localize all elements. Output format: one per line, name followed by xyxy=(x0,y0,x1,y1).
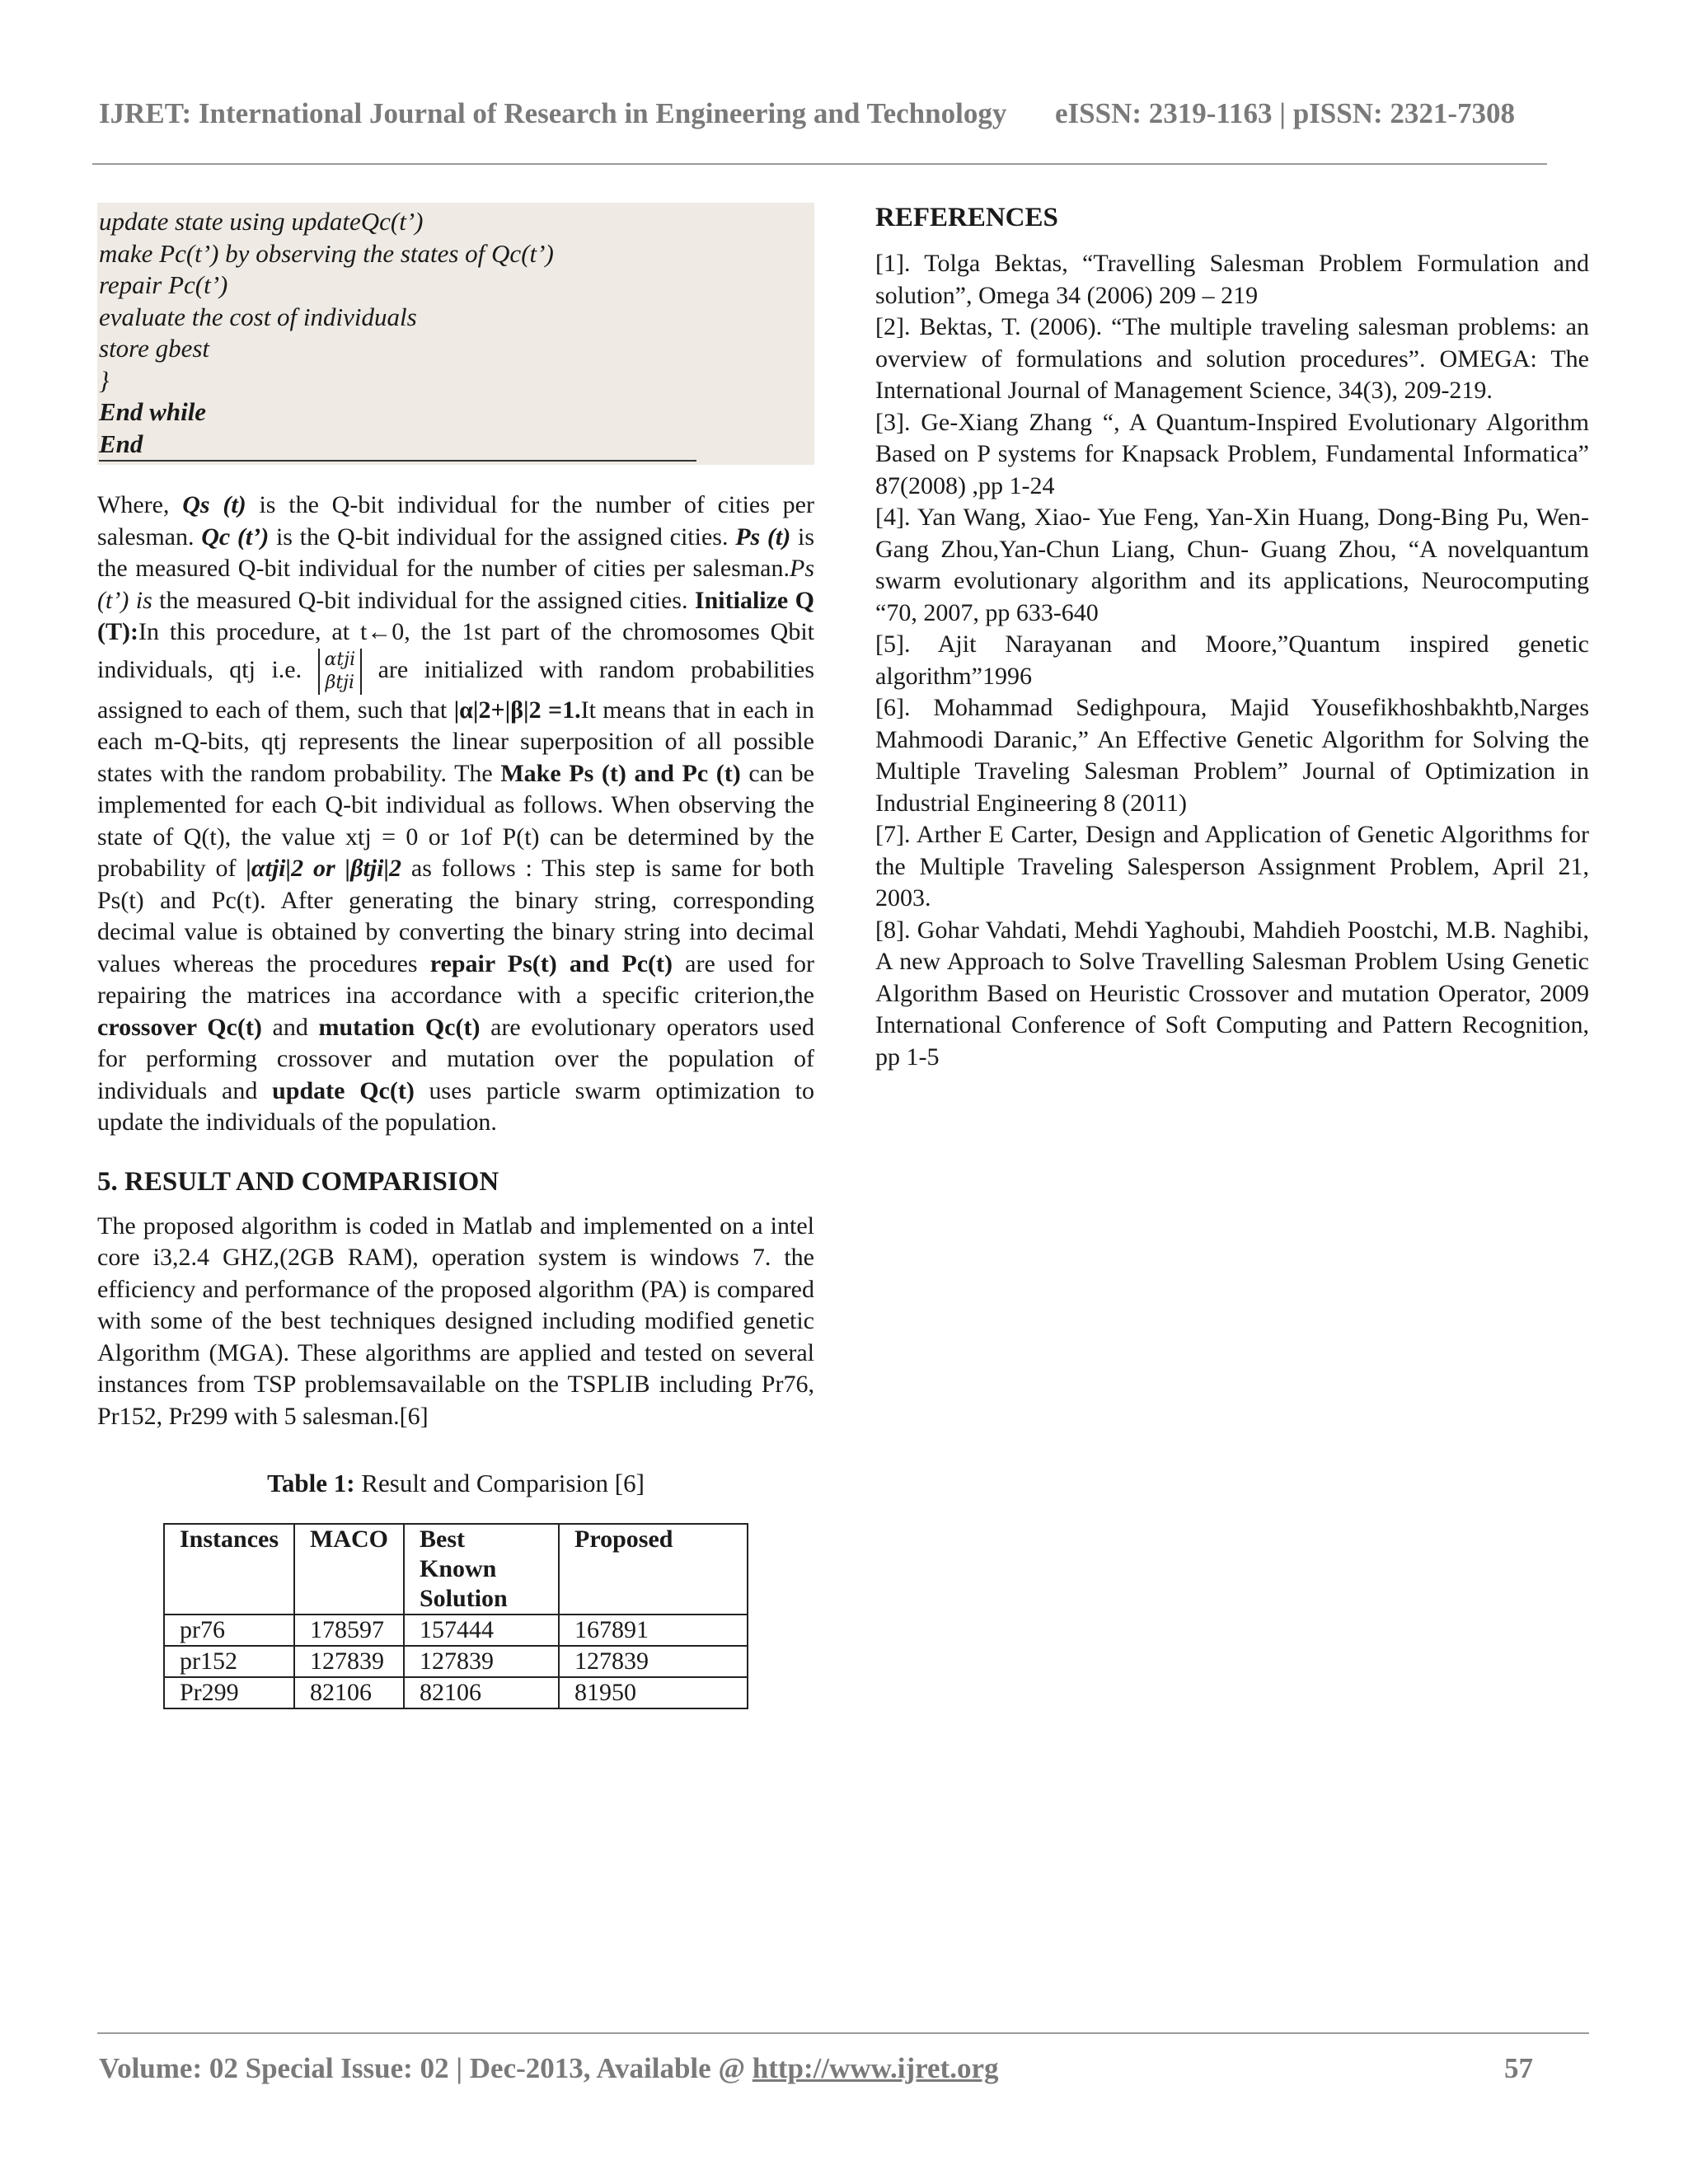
section-heading: 5. RESULT AND COMPARISION xyxy=(97,1166,499,1197)
symbol-ps: Ps (t) xyxy=(735,523,791,551)
footer-rule xyxy=(97,2032,1589,2034)
reference-item: [3]. Ge-Xiang Zhang “, A Quantum-Inspired Evolutionary Algorithm Based on P systems for Knapsack Problem, Fundamental Informatica” 87(2008) ,pp 1-24 xyxy=(875,408,1589,499)
reference-item: [4]. Yan Wang, Xiao- Yue Feng, Yan-Xin Huang, Dong-Bing Pu, Wen-Gang Zhou,Yan-Chun Liang, Chun- Guang Zhou, “A novelquantum swarm evolutionary algorithm and its applications, Neurocomputing “70, 2007, pp 633-640 xyxy=(875,504,1589,626)
references-list xyxy=(875,248,1589,1073)
make-label: Make Ps (t) and Pc (t) xyxy=(500,759,741,787)
algo-end-while: End while xyxy=(99,397,207,426)
table-cell: 82106 xyxy=(294,1677,404,1708)
symbol-ps-prime: Ps (t’) is xyxy=(97,555,814,614)
table-cell: pr152 xyxy=(164,1646,294,1677)
reference-item: [8]. Gohar Vahdati, Mehdi Yaghoubi, Mahdieh Poostchi, M.B. Naghibi, A new Approach to Solve Travelling Salesman Problem Using Genetic Algorithm Based on Heuristic Crossover and mutation Operator, 2009 International Conference of Soft Computing and Pattern Recognition, pp 1-5 xyxy=(875,916,1589,1071)
text-run: is the Q-bit individual for the number of cities per salesman. xyxy=(97,491,814,551)
probability-formula: |αtji|2 or |βtji|2 xyxy=(246,855,402,882)
algo-line: store gbest xyxy=(99,334,210,363)
table-cell: 127839 xyxy=(294,1646,404,1677)
column-header: Proposed xyxy=(559,1524,748,1615)
algo-end: End xyxy=(99,429,696,462)
crossover-label: crossover Qc(t) xyxy=(97,1013,262,1041)
reference-item: [6]. Mohammad Sedighpoura, Majid Yousefikhoshbakhtb,Narges Mahmoodi Daranic,” An Effective Genetic Algorithm for Solving the Multiple Traveling Salesman Problem” Journal of Optimization in Industrial Engineering 8 (2011) xyxy=(875,694,1589,817)
table-cell: 127839 xyxy=(559,1646,748,1677)
algo-line: repair Pc(t’) xyxy=(99,270,228,299)
page-number: 57 xyxy=(1504,2052,1533,2084)
result-paragraph: The proposed algorithm is coded in Matlab and implemented on a intel core i3,2.4 GHZ,(2GB RAM), operation system is windows 7. the efficiency and performance of the proposed algorithm (PA) is compared with some of the best techniques designed including modified genetic Algorithm (MGA). These algorithms are applied and tested on several instances from TSP problemsavailable on the TSPLIB including Pr76, Pr152, Pr299 with 5 salesman.[6] xyxy=(97,1212,814,1430)
reference-item: [7]. Arther E Carter, Design and Application of Genetic Algorithms for the Multiple Traveling Salesperson Assignment Problem, April 21, 2003. xyxy=(875,821,1589,912)
update-label: update Qc(t) xyxy=(272,1076,415,1104)
column-header: Best Known Solution xyxy=(404,1524,559,1615)
text-run: as follows : This step is same for both Ps(t) and Pc(t). After generating the binary string, corresponding decimal value is obtained by converting the binary string into decimal values whereas the procedures xyxy=(97,855,814,977)
table-row xyxy=(164,1615,748,1646)
algo-line: update state using updateQc(t’) xyxy=(99,207,424,236)
journal-name: IJRET: International Journal of Research in Engineering and Technology xyxy=(99,97,1007,129)
matrix-top: αtji xyxy=(324,649,356,670)
text-run: the measured Q-bit individual for the assigned cities. xyxy=(152,586,695,614)
algo-line: evaluate the cost of individuals xyxy=(99,302,417,331)
text-run: are evolutionary operators used for performing crossover and mutation over the population of individuals and xyxy=(97,1013,814,1104)
text-run: can be implemented for each Q-bit individual as follows. When observing the state of Q(t), the value xtj = 0 or 1of P(t) can be determined by the probability of xyxy=(97,759,814,882)
symbol-qc: Qc (t’) xyxy=(201,523,270,551)
qbit-matrix xyxy=(318,649,363,695)
table-caption xyxy=(97,1469,814,1498)
text-run: uses particle swarm optimization to update the individuals of the population. xyxy=(97,1076,815,1136)
algo-line: } xyxy=(99,365,110,395)
repair-label: repair Ps(t) and Pc(t) xyxy=(429,949,673,977)
text-run: are initialized with random probabilities assigned to each of them, such that xyxy=(97,655,814,724)
matrix-bottom: βtji xyxy=(325,672,355,693)
results-table xyxy=(163,1523,748,1709)
table-cell: 82106 xyxy=(404,1677,559,1708)
table-cell: 81950 xyxy=(559,1677,748,1708)
text-run: and xyxy=(261,1013,319,1041)
text-run: are used for repairing the matrices ina accordance with a specific criterion,the xyxy=(97,949,815,1009)
reference-item: [2]. Bektas, T. (2006). “The multiple traveling salesman problems: an overview of formulations and solution procedures”. OMEGA: The International Journal of Management Science, 34(3), 209-219. xyxy=(875,313,1589,404)
column-header: MACO xyxy=(294,1524,404,1615)
text-run: It means that in each in each m-Q-bits, qtj represents the linear superposition of all possible states with the random probability. The xyxy=(97,696,814,787)
reference-item: [1]. Tolga Bektas, “Travelling Salesman Problem Formulation and solution”, Omega 34 (2006) 209 – 219 xyxy=(875,250,1589,309)
footer-text: Volume: 02 Special Issue: 02 | Dec-2013, Available @ xyxy=(99,2052,753,2084)
table-row xyxy=(164,1646,748,1677)
text-run: is the measured Q-bit individual for the number of cities per salesman. xyxy=(97,523,814,582)
column-header: Instances xyxy=(164,1524,294,1615)
table-cell: 167891 xyxy=(559,1615,748,1646)
running-footer xyxy=(99,2052,1533,2085)
header-rule xyxy=(92,163,1547,165)
initialize-label: Initialize Q (T): xyxy=(97,586,815,645)
running-header xyxy=(99,97,1517,130)
algo-line: make Pc(t’) by observing the states of Qc(t’) xyxy=(99,238,554,268)
description-paragraph xyxy=(97,490,814,1139)
text-run: is the Q-bit individual for the assigned cities. xyxy=(269,523,736,551)
table-cell: 127839 xyxy=(404,1646,559,1677)
issn-info: eISSN: 2319-1163 | pISSN: 2321-7308 xyxy=(1055,97,1516,129)
normalization-formula: |α|2+|β|2 =1. xyxy=(453,696,581,724)
caption-text: Result and Comparision [6] xyxy=(354,1469,645,1497)
left-column xyxy=(97,203,814,1709)
reference-item: [5]. Ajit Narayanan and Moore,”Quantum inspired genetic algorithm”1996 xyxy=(875,630,1589,690)
mutation-label: mutation Qc(t) xyxy=(318,1013,481,1041)
symbol-qs: Qs (t) xyxy=(182,491,246,518)
table-cell: pr76 xyxy=(164,1615,294,1646)
algorithm-block xyxy=(97,203,814,465)
text-run: Where, xyxy=(97,491,183,518)
table-cell: Pr299 xyxy=(164,1677,294,1708)
right-column xyxy=(875,203,1589,1073)
journal-link[interactable]: http://www.ijret.org xyxy=(752,2052,999,2084)
table-cell: 157444 xyxy=(404,1615,559,1646)
text-run: In this procedure, at t←0, the 1st part of the chromosomes Qbit individuals, qtj i.e. xyxy=(97,618,814,683)
references-heading: REFERENCES xyxy=(875,203,1058,232)
table-cell: 178597 xyxy=(294,1615,404,1646)
table-row xyxy=(164,1677,748,1708)
caption-label: Table 1: xyxy=(267,1469,355,1497)
table-header-row xyxy=(164,1524,748,1615)
